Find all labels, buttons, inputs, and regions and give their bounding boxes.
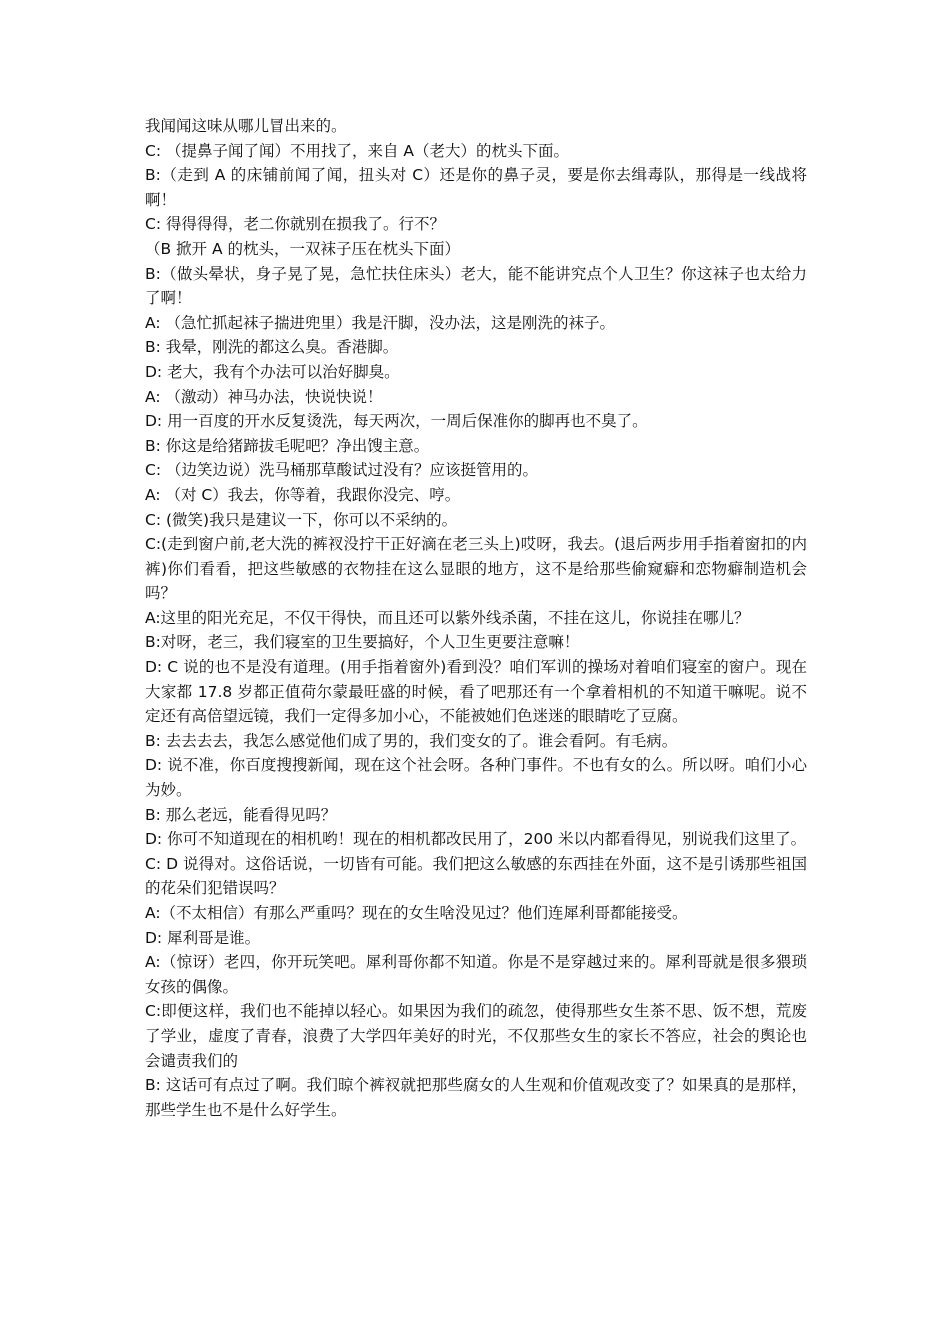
script-body [145, 114, 807, 1122]
dialogue-line: B: 我晕，刚洗的都这么臭。香港脚。 [145, 338, 399, 357]
dialogue-line: A: （激动）神马办法，快说快说！ [145, 387, 383, 406]
dialogue-line: C: D 说得对。这俗话说，一切皆有可能。我们把这么敏感的东西挂在外面，这不是引诱那些祖国的花朵们犯错误吗？ [145, 854, 807, 898]
dialogue-line: C: 得得得得，老二你就别在损我了。行不？ [145, 215, 445, 234]
dialogue-line: C:(走到窗户前,老大洗的裤衩没拧干正好滴在老三头上)哎呀，我去。(退后两步用手指着窗扣的内裤)你们看看，把这些敏感的衣物挂在这么显眼的地方，这不是给那些偷窥癖和恋物癖制造机会吗？ [145, 535, 807, 603]
dialogue-line: C: （提鼻子闻了闻）不用找了，来自 A（老大）的枕头下面。 [145, 141, 570, 160]
dialogue-line: B:（走到 A 的床铺前闻了闻，扭头对 C）还是你的鼻子灵，要是你去缉毒队，那得是一线战将啊！ [145, 166, 807, 209]
dialogue-line: B: 去去去去，我怎么感觉他们成了男的，我们变女的了。谁会看阿。有毛病。 [145, 731, 678, 750]
stage-direction: （B 掀开 A 的枕头，一双袜子压在枕头下面） [145, 239, 461, 258]
dialogue-line: B: 你这是给猪蹄拔毛呢吧？净出馊主意。 [145, 436, 430, 455]
dialogue-line: B: 那么老远，能看得见吗？ [145, 805, 337, 824]
dialogue-line: D: 说不准，你百度搜搜新闻，现在这个社会呀。各种门事件。不也有女的么。所以呀。咱们小心为妙。 [145, 756, 807, 800]
dialogue-line: B: 这话可有点过了啊。我们晾个裤衩就把那些腐女的人生观和价值观改变了？如果真的是那样，那些学生也不是什么好学生。 [145, 1076, 807, 1119]
dialogue-line: C: (微笑)我只是建议一下，你可以不采纳的。 [145, 510, 458, 529]
dialogue-line: D: 你可不知道现在的相机哟！现在的相机都改民用了，200 米以内都看得见，别说我们这里了。 [145, 830, 807, 849]
text-line: 我闻闻这味从哪儿冒出来的。 [145, 117, 347, 135]
dialogue-line: A:这里的阳光充足，不仅干得快，而且还可以紫外线杀菌，不挂在这儿，你说挂在哪儿？ [145, 608, 750, 627]
dialogue-line: D: 用一百度的开水反复烫洗，每天两次，一周后保准你的脚再也不臭了。 [145, 412, 648, 431]
dialogue-line: A: （急忙抓起袜子揣进兜里）我是汗脚，没办法，这是刚洗的袜子。 [145, 313, 615, 332]
dialogue-line: D: 老大，我有个办法可以治好脚臭。 [145, 362, 400, 381]
dialogue-line: D: C 说的也不是没有道理。(用手指着窗外)看到没？咱们军训的操场对着咱们寝室的窗户。现在大家都 17.8 岁都正值荷尔蒙最旺盛的时候，看了吧那还有一个拿着相机的不知道干嘛呢。说不定还有高倍望远镜，我们一定得多加小心，不能被她们色迷迷的眼睛吃了豆腐。 [145, 658, 807, 726]
dialogue-line: B:对呀，老三，我们寝室的卫生要搞好，个人卫生更要注意嘛！ [145, 633, 580, 652]
dialogue-line: A: （对 C）我去，你等着，我跟你没完、哼。 [145, 485, 461, 504]
dialogue-line: A:（不太相信）有那么严重吗？现在的女生啥没见过？他们连犀利哥都能接受。 [145, 904, 688, 922]
dialogue-line: C: （边笑边说）洗马桶那草酸试过没有？应该挺管用的。 [145, 461, 538, 480]
dialogue-line: C:即便这样，我们也不能掉以轻心。如果因为我们的疏忽，使得那些女生茶不思、饭不想，荒废了学业，虚度了青春，浪费了大学四年美好的时光，不仅那些女生的家长不答应，社会的舆论也会谴责我们的 [145, 1002, 807, 1070]
dialogue-line: A:（惊讶）老四，你开玩笑吧。犀利哥你都不知道。你是不是穿越过来的。犀利哥就是很多猥琐女孩的偶像。 [145, 953, 807, 996]
dialogue-line: B:（做头晕状，身子晃了晃，急忙扶住床头）老大，能不能讲究点个人卫生？你这袜子也太给力了啊！ [145, 264, 807, 308]
dialogue-line: D: 犀利哥是谁。 [145, 928, 261, 947]
